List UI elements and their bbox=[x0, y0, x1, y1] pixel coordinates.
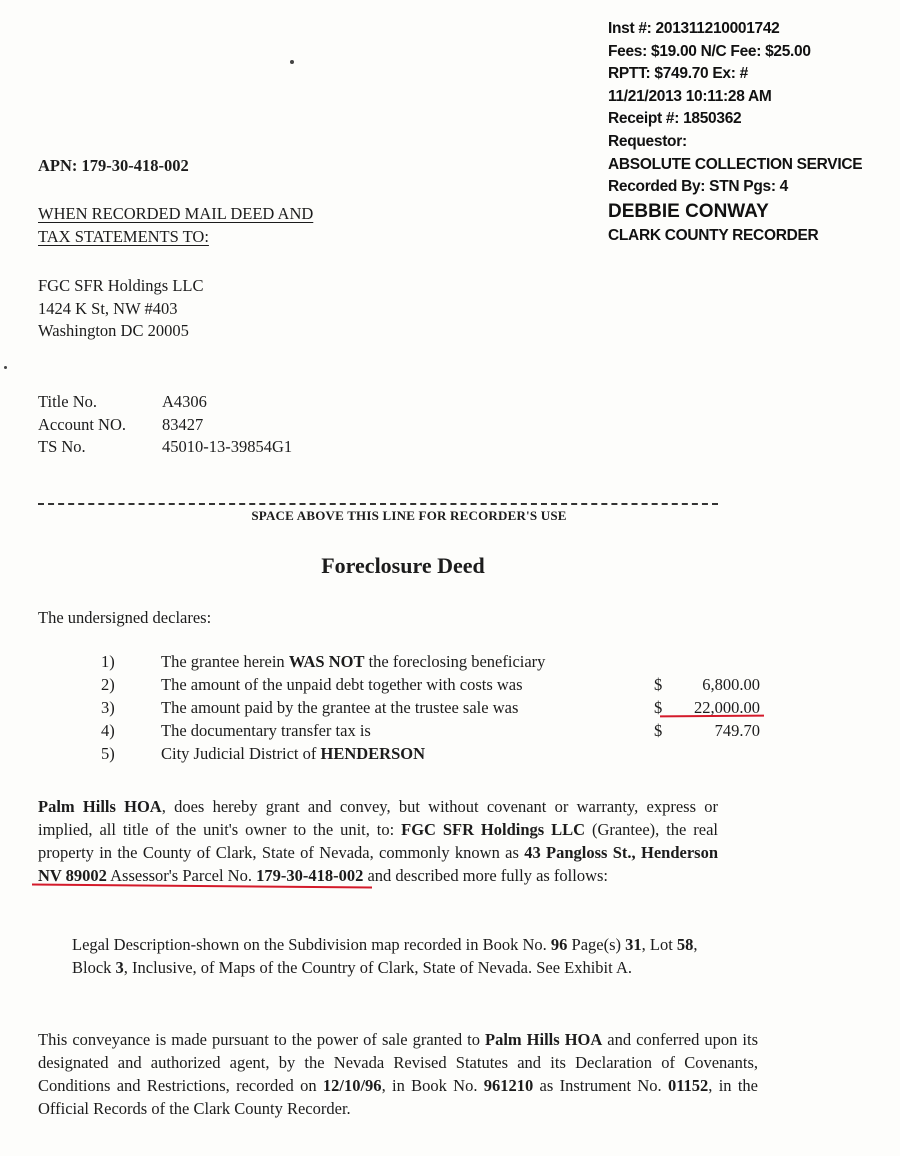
mail-to-street: 1424 K St, NW #403 bbox=[38, 298, 178, 318]
lot-number: 58 bbox=[676, 935, 694, 954]
conveyance-text: This conveyance is made pursuant to the power of sale granted to bbox=[38, 1030, 485, 1049]
property-address: 43 Pangloss St., Henderson NV 89002 bbox=[38, 843, 718, 885]
sale-price-amount: 22,000.00 bbox=[694, 698, 760, 717]
grant-text: and described more fully as follows: bbox=[363, 866, 609, 885]
declaration-text-part: the foreclosing beneficiary bbox=[364, 652, 546, 671]
grant-paragraph bbox=[38, 795, 718, 887]
declaration-text-part: City Judicial District of bbox=[161, 744, 321, 763]
conveyance-text: and conferred upon its designated and authorized agent, by the Nevada Revised Statutes and its Declaration of Covenants, Conditions and Restrictions, recorded on bbox=[38, 1030, 758, 1095]
mail-to-heading-line2: TAX STATEMENTS TO: bbox=[38, 226, 209, 246]
declaration-text: The amount paid by the grantee at the trustee sale was bbox=[161, 698, 519, 717]
declaration-row bbox=[101, 675, 760, 698]
currency-sign: $ bbox=[654, 675, 663, 694]
ccr-recorded-date: 12/10/96 bbox=[322, 1076, 382, 1095]
legal-text: Legal Description-shown on the Subdivision map recorded in Book No. bbox=[72, 935, 551, 954]
title-no-label: Title No. bbox=[38, 392, 97, 411]
mail-to-name: FGC SFR Holdings LLC bbox=[38, 276, 204, 295]
ccr-instrument-number: 01152 bbox=[667, 1076, 709, 1095]
reference-numbers bbox=[38, 391, 292, 459]
legal-description bbox=[72, 933, 712, 979]
parcel-number: 179-30-418-002 bbox=[256, 866, 364, 885]
recorder-office: CLARK COUNTY RECORDER bbox=[608, 226, 819, 244]
declarations-list bbox=[101, 652, 760, 767]
receipt-number: Receipt #: 1850362 bbox=[608, 110, 742, 128]
conveyance-text: as Instrument No. bbox=[533, 1076, 668, 1095]
declaration-number: 5) bbox=[101, 744, 115, 763]
declaration-intro: The undersigned declares: bbox=[38, 608, 212, 627]
map-book-number: 96 bbox=[550, 935, 568, 954]
declaration-number: 4) bbox=[101, 721, 115, 740]
recorded-by: Recorded By: STN Pgs: 4 bbox=[608, 178, 789, 196]
recorded-datetime: 11/21/2013 10:11:28 AM bbox=[608, 87, 772, 105]
transfer-tax-amount: 749.70 bbox=[714, 721, 760, 740]
rptt-line: RPTT: $749.70 Ex: # bbox=[608, 65, 748, 83]
reference-row bbox=[38, 436, 292, 459]
declaration-text bbox=[161, 652, 760, 675]
declaration-number: 1) bbox=[101, 652, 115, 671]
conveyance-text: , in Book No. bbox=[381, 1076, 484, 1095]
requestor-name: ABSOLUTE COLLECTION SERVICE bbox=[608, 155, 863, 173]
declaration-number: 3) bbox=[101, 698, 115, 717]
reference-row bbox=[38, 391, 292, 414]
unpaid-debt-amount: 6,800.00 bbox=[702, 675, 760, 694]
currency-sign: $ bbox=[654, 698, 663, 717]
mail-to-city: Washington DC 20005 bbox=[38, 321, 189, 340]
declaration-emphasis: WAS NOT bbox=[288, 652, 365, 671]
mail-to-heading-line1: WHEN RECORDED MAIL DEED AND bbox=[38, 204, 314, 223]
scan-speck bbox=[4, 366, 7, 369]
recorder-name: DEBBIE CONWAY bbox=[608, 200, 769, 222]
space-above-note: SPACE ABOVE THIS LINE FOR RECORDER'S USE bbox=[251, 508, 567, 523]
mail-to-block bbox=[38, 203, 313, 248]
legal-text: , Inclusive, of Maps of the Country of Clark, State of Nevada. See Exhibit A. bbox=[123, 958, 632, 977]
ts-no-label: TS No. bbox=[38, 437, 86, 456]
declaration-text: The amount of the unpaid debt together with costs was bbox=[161, 675, 523, 694]
recorder-stamp bbox=[608, 18, 898, 247]
conveyance-paragraph bbox=[38, 1028, 758, 1120]
declaration-text bbox=[161, 744, 760, 767]
ccr-book-number: 961210 bbox=[483, 1076, 534, 1095]
requestor-label: Requestor: bbox=[608, 132, 687, 150]
legal-text: Page(s) bbox=[567, 935, 626, 954]
account-no-label: Account NO. bbox=[38, 414, 126, 434]
block-number: 3 bbox=[115, 958, 124, 977]
grant-text: , does hereby grant and convey, but without covenant or warranty, express or implied, all title of the unit's owner to the unit, to: bbox=[38, 797, 718, 839]
document-title: Foreclosure Deed bbox=[321, 553, 485, 578]
title-no-value: A4306 bbox=[162, 392, 207, 411]
declaration-text-part: The grantee herein bbox=[161, 652, 289, 671]
conveyance-grantor: Palm Hills HOA bbox=[484, 1030, 603, 1049]
grantee-name: FGC SFR Holdings LLC bbox=[401, 820, 586, 839]
district-name: HENDERSON bbox=[320, 744, 426, 763]
map-page-number: 31 bbox=[625, 935, 642, 954]
recorder-divider-line bbox=[38, 503, 718, 505]
declaration-row bbox=[101, 698, 760, 721]
fees-line: Fees: $19.00 N/C Fee: $25.00 bbox=[608, 42, 811, 60]
declaration-text: The documentary transfer tax is bbox=[161, 721, 371, 740]
mail-to-address bbox=[38, 275, 204, 343]
instrument-number: Inst #: 201311210001742 bbox=[608, 20, 780, 37]
legal-text: , Block bbox=[72, 935, 698, 977]
declaration-row bbox=[101, 744, 760, 767]
declaration-row bbox=[101, 652, 760, 675]
currency-sign: $ bbox=[654, 721, 663, 740]
grant-text: Assessor's Parcel No. bbox=[106, 866, 257, 885]
scan-speck bbox=[290, 60, 294, 64]
legal-text: , Lot bbox=[641, 935, 677, 954]
declaration-number: 2) bbox=[101, 675, 115, 694]
conveyance-text: , in the Official Records of the Clark County Recorder. bbox=[38, 1076, 758, 1118]
account-no-value: 83427 bbox=[162, 414, 204, 434]
apn-number: APN: 179-30-418-002 bbox=[38, 156, 189, 175]
ts-no-value: 45010-13-39854G1 bbox=[162, 437, 293, 456]
declaration-row bbox=[101, 721, 760, 744]
grantor-name: Palm Hills HOA bbox=[38, 797, 162, 816]
reference-row bbox=[38, 414, 292, 437]
grant-text: (Grantee), the real property in the County of Clark, State of Nevada, commonly known as bbox=[38, 820, 718, 862]
